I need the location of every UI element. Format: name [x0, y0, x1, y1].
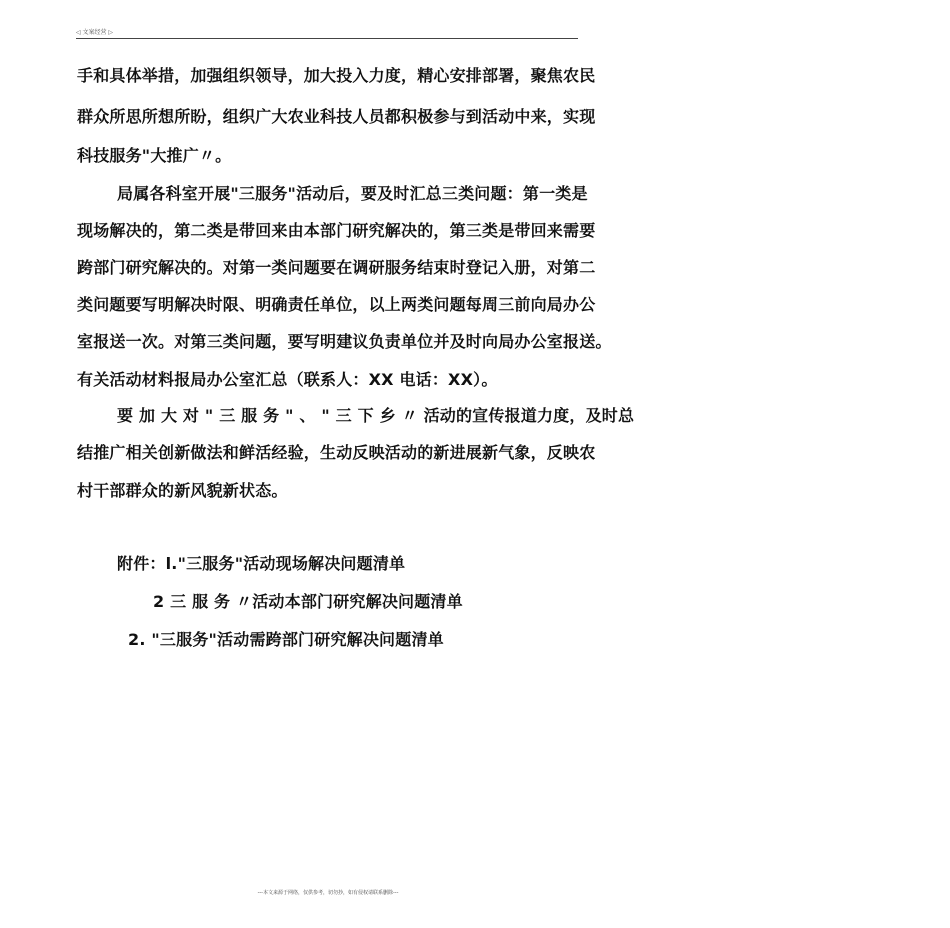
body-line-10: 要 加 大 对 " 三 服 务 " 、 " 三 下 乡 〃 活动的宣传报道力度，及时总 [117, 406, 635, 425]
header-text: ◁ 文案经营 ▷ [76, 29, 114, 36]
page-header [76, 26, 578, 39]
page-footer: ---本文来源于网络，仅供参考，切勿抄，如有侵权请联系删除--- [257, 890, 399, 896]
body-line-7: 类问题要写明解决时限、明确责任单位，以上两类问题每周三前向局办公 [77, 295, 596, 314]
body-line-3: 科技服务"大推广〃。 [77, 146, 232, 165]
body-line-11: 结推广相关创新做法和鲜活经验，生动反映活动的新进展新气象，反映农 [77, 443, 596, 462]
body-line-6: 跨部门研究解决的。对第一类问题要在调研服务结束时登记入册，对第二 [77, 258, 596, 277]
attachment-item-2: 2 三 服 务 〃活动本部门研究解决问题清单 [153, 592, 463, 611]
body-line-9: 有关活动材料报局办公室汇总（联系人：XX 电话：XX）。 [77, 370, 498, 389]
attachment-item-3: 2. "三服务"活动需跨部门研究解决问题清单 [128, 630, 444, 649]
body-line-4: 局属各科室开展"三服务"活动后，要及时汇总三类问题：第一类是 [117, 184, 588, 203]
body-line-2: 群众所思所想所盼，组织广大农业科技人员都积极参与到活动中来，实现 [77, 107, 596, 126]
attachment-item-1: 附件：l."三服务"活动现场解决问题清单 [117, 554, 406, 573]
body-line-8: 室报送一次。对第三类问题，要写明建议负责单位并及时向局办公室报送。 [77, 332, 612, 351]
body-line-5: 现场解决的，第二类是带回来由本部门研究解决的，第三类是带回来需要 [77, 221, 596, 240]
body-line-12: 村干部群众的新风貌新状态。 [77, 481, 288, 500]
body-line-1: 手和具体举措，加强组织领导，加大投入力度，精心安排部署，聚焦农民 [77, 66, 596, 85]
